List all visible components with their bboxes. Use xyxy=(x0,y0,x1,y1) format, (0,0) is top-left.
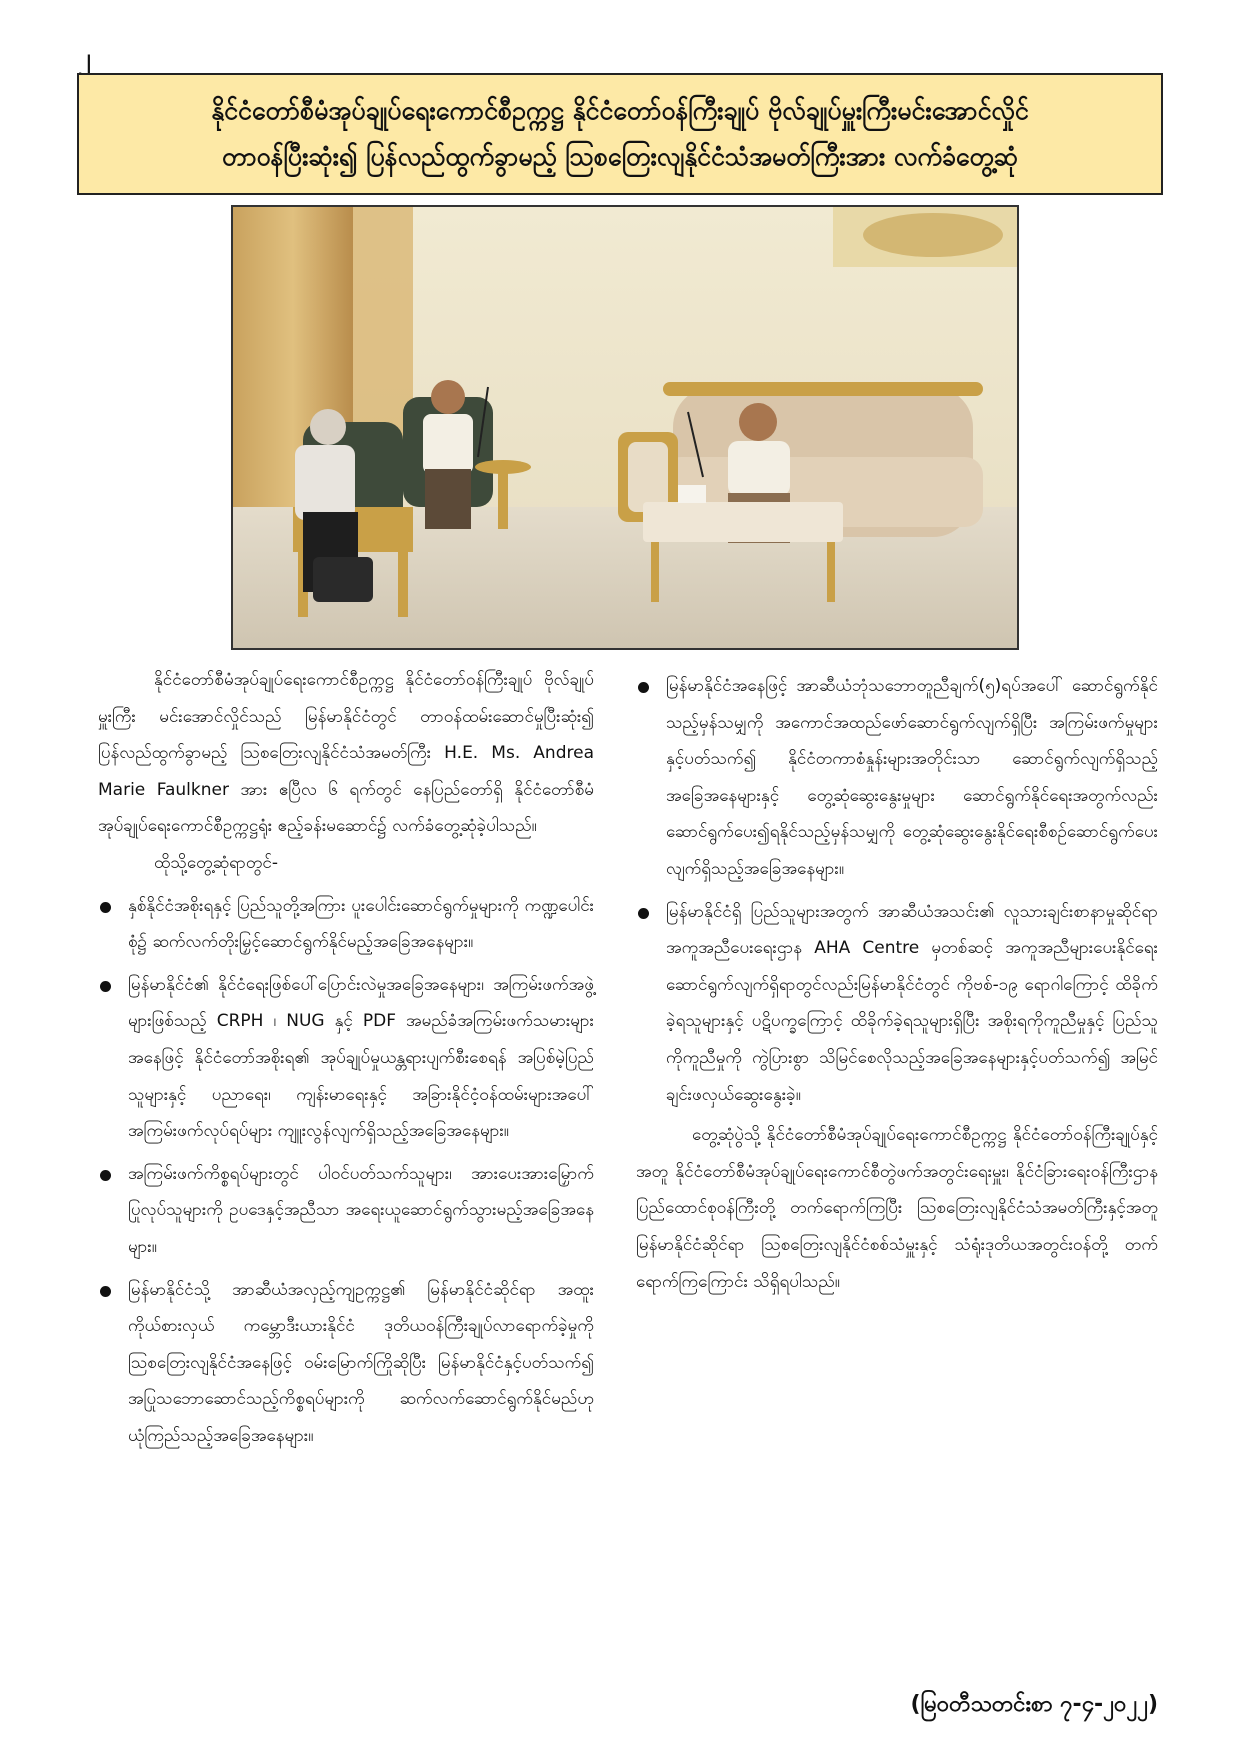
article-closing: တွေ့ဆုံပွဲသို့ နိုင်ငံတော်စီမံအုပ်ချုပ်ရေးကောင်စီဥက္ကဋ္ဌ နိုင်ငံတော်ဝန်ကြီးချုပ်နှင့်အတူ နိုင်ငံတော်စီမံအုပ်ချုပ်ရေးကောင်စီတွဲဖက်အတွင်းရေးမှူး၊ နိုင်ငံခြားရေးဝန်ကြီးဌာန ပြည်ထောင်စုဝန်ကြီးတို့ တက်ရောက်ကြပြီး ဩစတြေးလျနိုင်ငံသံအမတ်ကြီးနှင့်အတူ မြန်မာနိုင်ငံဆိုင်ရာ ဩစတြေးလျနိုင်ငံစစ်သံမှူးနှင့် သံရုံးဒုတိယအတွင်းဝန်တို့ တက်ရောက်ကြကြောင်း သိရှိရပါသည်။ xyxy=(636,1125,1158,1292)
article-lead-in: ထိုသို့တွေ့ဆုံရာတွင်- xyxy=(154,852,278,873)
meeting-photo xyxy=(231,205,1019,650)
bullet-icon xyxy=(100,981,111,992)
bullet-item xyxy=(98,967,594,1150)
headline-line-1: နိုင်ငံတော်စီမံအုပ်ချုပ်ရေးကောင်စီဥက္ကဋ္ဌ နိုင်ငံတော်ဝန်ကြီးချုပ် ဗိုလ်ချုပ်မှူးကြီးမင်းအောင်လှိုင် xyxy=(211,96,1029,125)
source-citation: (မြဝတီသတင်းစာ ၇-၄-၂၀၂၂) xyxy=(910,1692,1158,1717)
meeting-photo-illustration xyxy=(233,207,1017,648)
bullet-text: နှစ်နိုင်ငံအစိုးရနှင့် ပြည်သူတို့အကြား ပူးပေါင်းဆောင်ရွက်မှုများကို ကဏ္ဍပေါင်းစုံ၌ ဆက်လက်တိုးမြှင့်ဆောင်ရွက်နိုင်မည့်အခြေအနေများ။ xyxy=(128,895,594,953)
headline-box xyxy=(77,73,1163,195)
article-left-column xyxy=(98,662,594,1458)
bullet-text: မြန်မာနိုင်ငံသို့ အာဆီယံအလှည့်ကျဥက္ကဋ္ဌ၏ မြန်မာနိုင်ငံဆိုင်ရာ အထူးကိုယ်စားလှယ် ကမ္ဘောဒီးယားနိုင်ငံ ဒုတိယဝန်ကြီးချုပ်လာရောက်ခဲ့မှုကို ဩစတြေးလျနိုင်ငံအနေဖြင့် ဝမ်းမြောက်ကြိုဆိုပြီး မြန်မာနိုင်ငံနှင့်ပတ်သက်၍ အပြုသဘောဆောင်သည့်ကိစ္စရပ်များကို ဆက်လက်ဆောင်ရွက်နိုင်မည်ဟု ယုံကြည်သည့်အခြေအနေများ။ xyxy=(128,1279,594,1446)
headline-line-2: တာဝန်ပြီးဆုံး၍ ပြန်လည်ထွက်ခွာမည့် ဩစတြေးလျနိုင်ငံသံအမတ်ကြီးအား လက်ခံတွေ့ဆုံ xyxy=(222,142,1018,171)
bullet-icon xyxy=(100,1286,111,1297)
article-right-column xyxy=(636,662,1158,1300)
bullet-item xyxy=(98,1156,594,1266)
bullet-item xyxy=(98,888,594,961)
article-intro: နိုင်ငံတော်စီမံအုပ်ချုပ်ရေးကောင်စီဥက္ကဋ္ဌ နိုင်ငံတော်ဝန်ကြီးချုပ် ဗိုလ်ချုပ်မှူးကြီး မင်းအောင်လှိုင်သည် မြန်မာနိုင်ငံတွင် တာဝန်ထမ်းဆောင်မှုပြီးဆုံး၍ ပြန်လည်ထွက်ခွာမည့် ဩစတြေးလျနိုင်ငံသံအမတ်ကြီး H.E. Ms. Andrea Marie Faulkner အား ဧပြီလ ၆ ရက်တွင် နေပြည်တော်ရှိ နိုင်ငံတော်စီမံအုပ်ချုပ်ရေးကောင်စီဥက္ကဋ္ဌရုံး ဧည့်ခန်းမဆောင်၌ လက်ခံတွေ့ဆုံခဲ့ပါသည်။ xyxy=(98,670,594,837)
bullet-item xyxy=(636,668,1158,888)
bullet-icon xyxy=(638,682,649,693)
bullet-text: မြန်မာနိုင်ငံအနေဖြင့် အာဆီယံဘုံသဘောတူညီချက်(၅)ရပ်အပေါ် ဆောင်ရွက်နိုင်သည့်မှန်သမျှကို အကောင်အထည်ဖော်ဆောင်ရွက်လျက်ရှိပြီး အကြမ်းဖက်မှုများနှင့်ပတ်သက်၍ နိုင်ငံတကာစံနှုန်းများအတိုင်းသာ ဆောင်ရွက်လျက်ရှိသည့်အခြေအနေများနှင့် တွေ့ဆုံဆွေးနွေးမှုများ ဆောင်ရွက်နိုင်ရေးအတွက်လည်း ဆောင်ရွက်ပေး၍ရနိုင်သည့်မှန်သမျှကို တွေ့ဆုံဆွေးနွေးနိုင်ရေးစီစဉ်ဆောင်ရွက်ပေးလျက်ရှိသည့်အခြေအနေများ။ xyxy=(666,676,1158,879)
bullet-icon xyxy=(638,908,649,919)
bullet-icon xyxy=(100,902,111,913)
bullet-item xyxy=(98,1272,594,1455)
bullet-text: မြန်မာနိုင်ငံ၏ နိုင်ငံရေးဖြစ်ပေါ်ပြောင်းလဲမှုအခြေအနေများ၊ အကြမ်းဖက်အဖွဲ့များဖြစ်သည့် CRPH ၊ NUG နှင့် PDF အမည်ခံအကြမ်းဖက်သမားများအနေဖြင့် နိုင်ငံတော်အစိုးရ၏ အုပ်ချုပ်မှုယန္တရားပျက်စီးစေရန် အပြစ်မဲ့ပြည်သူများနှင့် ပညာရေး၊ ကျန်းမာရေးနှင့် အခြားနိုင်ငံ့ဝန်ထမ်းများအပေါ် အကြမ်းဖက်လုပ်ရပ်များ ကျူးလွန်လျက်ရှိသည့်အခြေအနေများ။ xyxy=(128,974,594,1142)
bullet-text: မြန်မာနိုင်ငံရှိ ပြည်သူများအတွက် အာဆီယံအသင်း၏ လူသားချင်းစာနာမှုဆိုင်ရာ အကူအညီပေးရေးဌာန AHA Centre မှတစ်ဆင့် အကူအညီများပေးနိုင်ရေး ဆောင်ရွက်လျက်ရှိရာတွင်လည်းမြန်မာနိုင်ငံတွင် ကိုဗစ်-၁၉ ရောဂါကြောင့် ထိခိုက်ခဲ့ရသူများနှင့် ပဋိပက္ခကြောင့် ထိခိုက်ခဲ့ရသူများရှိပြီး အစိုးရကိုကူညီမှုနှင့် ပြည်သူကိုကူညီမှုကို ကွဲပြားစွာ သိမြင်စေလိုသည့်အခြေအနေများနှင့်ပတ်သက်၍ အမြင်ချင်းဖလှယ်ဆွေးနွေးခဲ့။ xyxy=(666,901,1158,1105)
bullet-text: အကြမ်းဖက်ကိစ္စရပ်များတွင် ပါဝင်ပတ်သက်သူများ၊ အားပေးအားမြှောက်ပြုလုပ်သူများကို ဥပဒေနှင့်အညီသာ အရေးယူဆောင်ရွက်သွားမည့်အခြေအနေများ။ xyxy=(128,1163,594,1257)
bullet-item xyxy=(636,894,1158,1114)
page-number: ၂ xyxy=(78,43,91,73)
bullet-icon xyxy=(100,1170,111,1181)
